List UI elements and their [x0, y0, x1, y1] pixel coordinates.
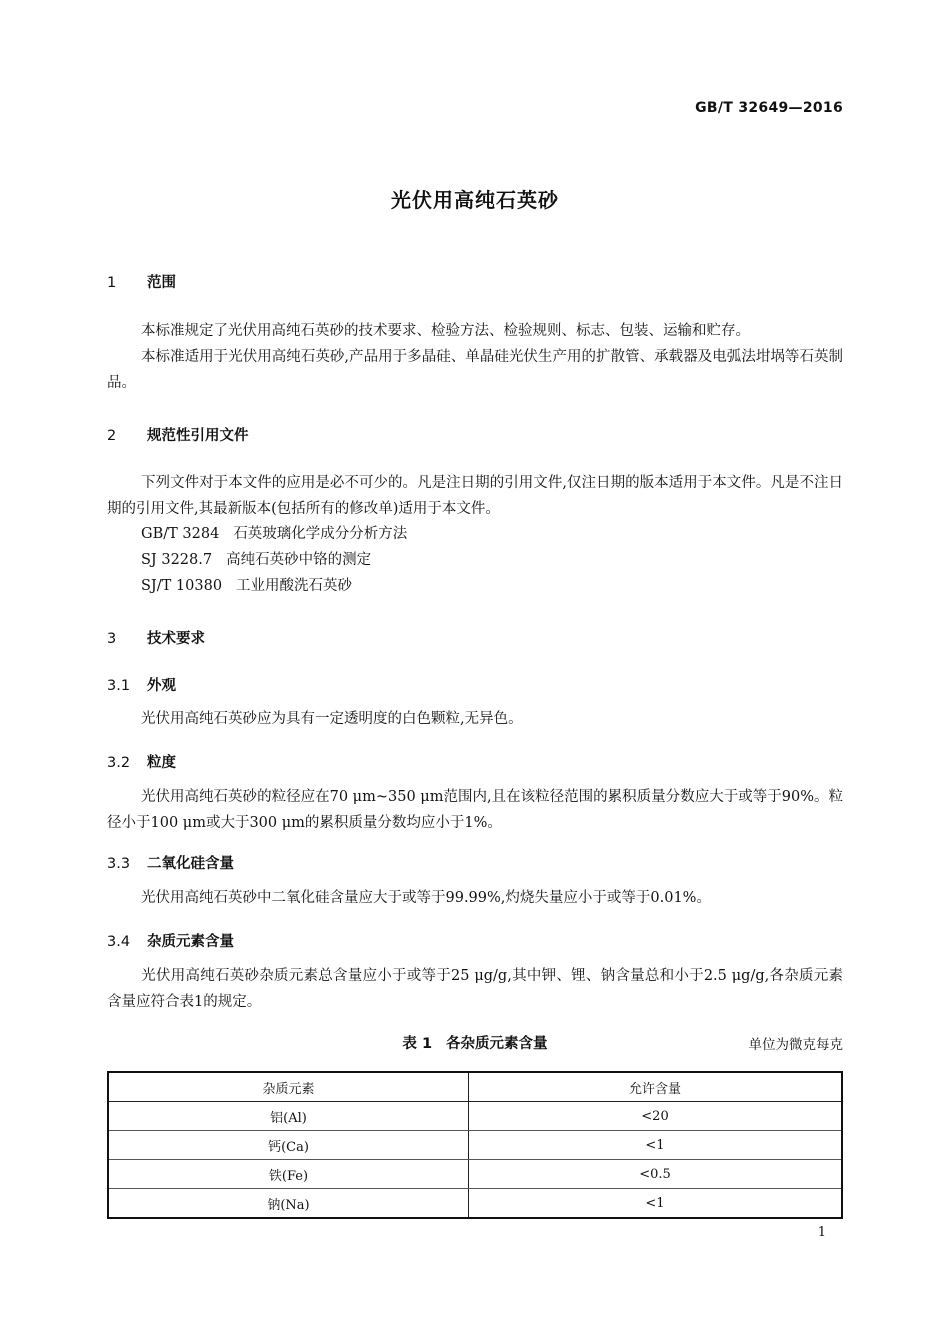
section-number: 1: [107, 275, 117, 291]
reference-item: [141, 547, 371, 573]
section-title: 范围: [147, 275, 176, 291]
section-2-paragraph: [107, 470, 843, 522]
limit-cell: <20: [469, 1102, 843, 1131]
limit-cell: <1: [469, 1131, 843, 1160]
section-3-1-paragraph: [107, 706, 843, 732]
section-3-3-heading: [107, 852, 234, 873]
impurity-table: [107, 1071, 843, 1219]
section-number: 3.3: [107, 856, 131, 872]
section-1-heading: [107, 271, 176, 292]
section-3-4-heading: [107, 930, 234, 951]
limit-cell: <1: [469, 1189, 843, 1219]
table-row: [108, 1102, 842, 1131]
limit-cell: <0.5: [469, 1160, 843, 1189]
section-3-2-paragraph: [107, 784, 843, 836]
section-number: 3: [107, 631, 117, 647]
section-title: 杂质元素含量: [147, 934, 234, 950]
section-number: 3.2: [107, 755, 131, 771]
standard-code: GB/T 32649—2016: [695, 100, 843, 116]
paragraph-text: 光伏用高纯石英砂应为具有一定透明度的白色颗粒,无异色。: [141, 711, 523, 727]
section-title: 粒度: [147, 755, 176, 771]
paragraph-text: 光伏用高纯石英砂中二氧化硅含量应大于或等于99.99%,灼烧失量应小于或等于0.01%。: [141, 890, 711, 906]
section-3-4-paragraph: [107, 963, 843, 1015]
reference-title: 工业用酸洗石英砂: [236, 578, 353, 594]
section-title: 外观: [147, 678, 176, 694]
page-number: 1: [817, 1225, 826, 1240]
reference-code: GB/T 3284: [141, 526, 220, 542]
section-title: 规范性引用文件: [147, 428, 249, 444]
paragraph-text: 光伏用高纯石英砂的粒径应在70 μm~350 μm范围内,且在该粒径范围的累积质量分数应大于或等于90%。粒径小于100 μm或大于300 μm的累积质量分数均应小于1%。: [107, 789, 843, 831]
table-header-row: [108, 1072, 842, 1102]
section-3-heading: [107, 627, 205, 648]
section-number: 3.1: [107, 678, 131, 694]
table-unit-note: 单位为微克每克: [748, 1037, 843, 1053]
element-cell: 钙(Ca): [108, 1131, 469, 1160]
paragraph-text: 本标准规定了光伏用高纯石英砂的技术要求、检验方法、检验规则、标志、包装、运输和贮存。: [141, 323, 750, 339]
table-number: 表 1: [402, 1036, 433, 1052]
reference-code: SJ/T 10380: [141, 578, 223, 594]
reference-code: SJ 3228.7: [141, 552, 213, 568]
column-header-element: 杂质元素: [108, 1072, 469, 1102]
reference-title: 高纯石英砂中铬的测定: [226, 552, 372, 568]
section-number: 2: [107, 428, 117, 444]
table-row: [108, 1131, 842, 1160]
section-3-3-paragraph: [107, 885, 843, 911]
document-title: 光伏用高纯石英砂: [391, 188, 559, 212]
table-title: 各杂质元素含量: [446, 1036, 548, 1052]
paragraph-text: 光伏用高纯石英砂杂质元素总含量应小于或等于25 μg/g,其中钾、锂、钠含量总和小于2.5 μg/g,各杂质元素含量应符合表1的规定。: [107, 968, 843, 1010]
table-row: [108, 1160, 842, 1189]
section-number: 3.4: [107, 934, 131, 950]
column-header-allowed-content: 允许含量: [469, 1072, 843, 1102]
element-cell: 铝(Al): [108, 1102, 469, 1131]
section-2-heading: [107, 424, 249, 445]
section-title: 技术要求: [147, 631, 205, 647]
section-1-paragraph-2: [107, 344, 843, 396]
table-row: [108, 1189, 842, 1219]
reference-title: 石英玻璃化学成分分析方法: [233, 526, 408, 542]
reference-item: [141, 521, 407, 547]
section-title: 二氧化硅含量: [147, 856, 234, 872]
reference-item: [141, 573, 352, 599]
paragraph-text: 本标准适用于光伏用高纯石英砂,产品用于多晶硅、单晶硅光伏生产用的扩散管、承载器及电弧法坩埚等石英制品。: [107, 349, 843, 391]
section-1-paragraph-1: [107, 318, 843, 344]
section-3-1-heading: [107, 674, 176, 695]
element-cell: 铁(Fe): [108, 1160, 469, 1189]
paragraph-text: 下列文件对于本文件的应用是必不可少的。凡是注日期的引用文件,仅注日期的版本适用于本文件。凡是不注日期的引用文件,其最新版本(包括所有的修改单)适用于本文件。: [107, 475, 843, 517]
section-3-2-heading: [107, 751, 176, 772]
element-cell: 钠(Na): [108, 1189, 469, 1219]
